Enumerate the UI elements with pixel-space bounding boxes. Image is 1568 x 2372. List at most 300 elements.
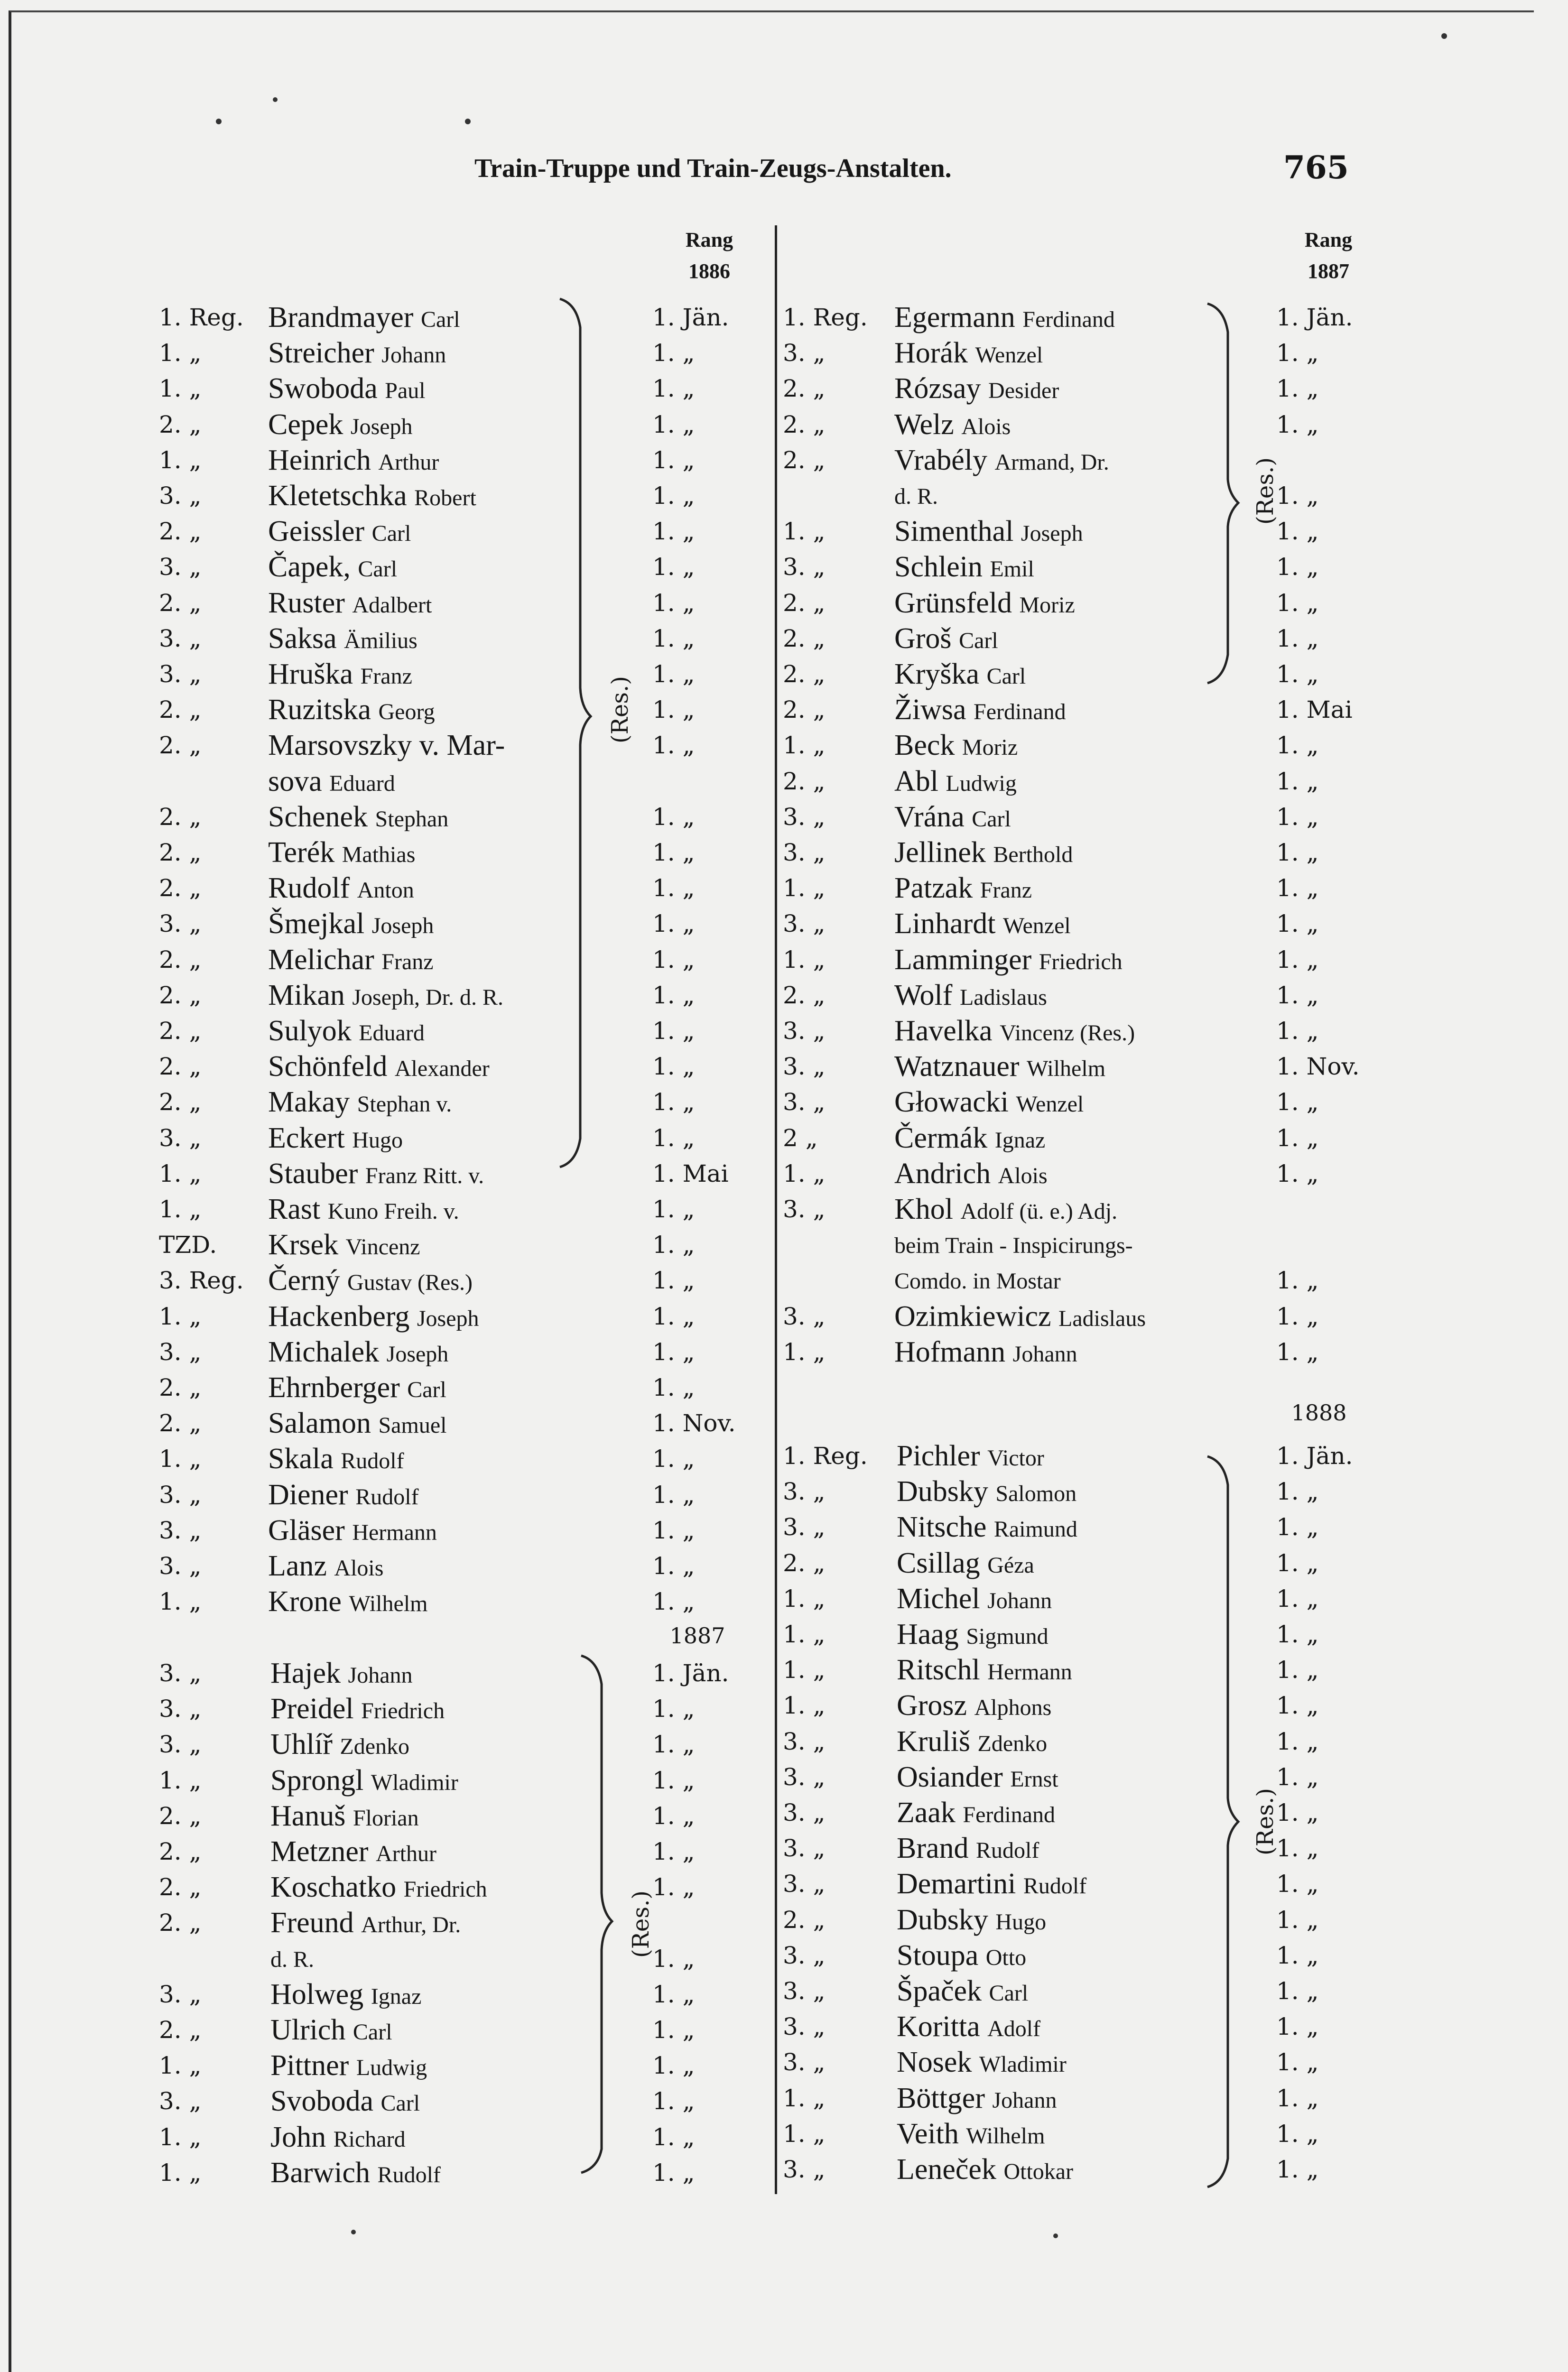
rank-date: 1. „ [652,1731,695,1759]
regiment-number: 3. „ [783,2013,826,2041]
year-label-right-1888: 1888 [1291,1400,1347,1426]
surname: Wolf [894,979,953,1011]
surname: Metzner [270,1835,369,1868]
rank-date: 1. „ [652,981,695,1009]
officer-name [894,514,1083,551]
regiment-number: 2. „ [159,1053,202,1081]
surname: Kruliš [897,1725,970,1758]
rank-date: 1. „ [652,518,695,546]
surname: Salamon [268,1407,371,1440]
surname: Rudolf [268,872,350,905]
given-name: Adolf [987,2016,1041,2042]
rank-date: 1. „ [652,1302,695,1330]
rank-date: 1. „ [1276,518,1319,546]
surname: Jellinek [894,836,986,869]
list-item [0,1688,1319,1723]
rank-date: 1. „ [1276,2156,1319,2183]
regiment-number: 2. „ [159,1374,202,1401]
print-speck [1053,2233,1058,2238]
surname: Barwich [270,2156,371,2189]
officer-name [894,371,1059,408]
list-item [0,799,1319,835]
surname: Michalek [268,1335,380,1368]
given-name: Wladimir [371,1770,458,1795]
list-item [0,514,1319,549]
rank-date: 1. Jän. [652,1659,729,1687]
surname: Melichar [268,943,374,976]
officer-name [268,1370,446,1408]
given-name: Mathias [342,842,416,867]
officer-name [894,1299,1146,1336]
rank-date: 1. „ [1276,1870,1319,1898]
rank-date: 1. „ [1276,2120,1319,2148]
list-item [0,443,1109,478]
regiment-number: 1. „ [159,339,202,367]
list-item [0,1617,1319,1652]
rank-date: 1. „ [652,1053,695,1081]
rank-date: 1. „ [1276,1941,1319,1969]
rank-date: 1. „ [652,589,695,617]
regiment-number: 2. „ [783,446,826,474]
regiment-number: 1. „ [783,1656,826,1684]
officer-name [897,1938,1026,1975]
regiment-number: 1. „ [159,2159,202,2187]
given-name: Ludwig [946,770,1017,796]
given-name: Adalbert [352,592,432,618]
given-name: Rudolf [341,1448,404,1474]
regiment-number: 2. „ [783,1906,826,1934]
regiment-number: 3. „ [783,1941,826,1969]
regiment-number: 2. „ [783,624,826,652]
rank-date: 1. „ [652,624,695,652]
given-name: Ämilius [344,628,418,653]
rank-date: 1. „ [652,2123,695,2151]
surname: Ulrich [270,2014,346,2046]
regiment-number: 1. „ [159,375,202,403]
surname: Rózsay [894,372,981,405]
surname: Schönfeld [268,1050,388,1083]
regiment-number: 2. „ [159,2016,202,2044]
rank-date: 1. „ [1276,339,1319,367]
officer-name [897,1831,1039,1868]
regiment-number: 3. „ [783,553,826,581]
given-name: Stephan [375,806,449,832]
list-item [0,1121,1319,1156]
list-item [0,1974,1319,2009]
given-name: Ladislaus [959,984,1047,1010]
surname: Khol [894,1193,953,1225]
given-name: Carl [420,307,460,332]
surname: Hanuš [270,1799,346,1832]
surname: Demartini [897,1868,1016,1900]
officer-name [894,300,1115,337]
officer-name [894,942,1123,980]
rank-date: 1. „ [1276,1124,1319,1152]
given-name: d. R. [894,484,938,509]
rank-date: 1. „ [652,339,695,367]
rank-date: 1. „ [652,803,695,831]
regiment-number: 3. „ [783,1977,826,2005]
given-name: Ferdinand [963,1802,1056,1827]
rank-date: 1. „ [652,482,695,510]
surname: Schlein [894,551,983,584]
given-name: d. R. [270,1946,315,1972]
officer-name [894,335,1043,373]
surname: Veith [897,2117,959,2150]
rank-date: 1. „ [652,1124,695,1152]
officer-name [897,2009,1040,2047]
surname: Koritta [897,2011,980,2043]
given-name: Vincenz [345,1234,420,1260]
surname: Hofmann [894,1335,1006,1368]
rank-date: 1. „ [1276,2048,1319,2076]
regiment-number: 3. „ [783,803,826,831]
reserve-label-right-1888: (Res.) [1252,1788,1279,1855]
print-speck [1441,33,1447,39]
surname: Černý [268,1264,340,1297]
given-name: Ernst [1010,1766,1058,1792]
officer-name [894,1334,1077,1372]
officer-name [897,1438,1044,1476]
surname: Šmejkal [268,908,365,940]
year-label-right-1887: 1887 [1308,259,1349,283]
surname: Egermann [894,301,1015,334]
given-name: Moriz [962,735,1018,760]
regiment-number: 3. „ [159,482,202,510]
given-name: Rudolf [355,1484,419,1510]
regiment-number: 2. „ [159,410,202,438]
regiment-number: 3. „ [783,339,826,367]
regiment-number: 3. „ [159,1731,202,1759]
rank-date: 1. „ [652,1231,695,1259]
rank-date: 1. „ [652,1481,695,1509]
rank-date: 1. „ [1276,767,1319,795]
surname: Marsovszky v. Mar- [268,729,505,762]
regiment-number: TZD. [159,1231,217,1259]
regiment-number: 1. „ [159,2052,202,2080]
surname: Hruška [268,658,353,690]
surname: Simenthal [894,515,1014,548]
given-name: Armand, Dr. [994,449,1109,475]
list-item [0,1831,1319,1866]
regiment-number: 2. „ [783,1549,826,1577]
given-name: Comdo. in Mostar [894,1269,1061,1294]
officer-name [897,1546,1034,1583]
officer-name [897,1724,1047,1761]
regiment-number: 1. „ [783,1692,826,1720]
surname: Sprongl [270,1764,364,1797]
rank-date: 1. „ [1276,945,1319,973]
officer-name [894,1263,1061,1299]
surname: Pichler [897,1440,980,1472]
list-item [0,657,1319,692]
regiment-number: 1. „ [159,1159,202,1187]
regiment-number: 3. „ [783,1302,826,1330]
officer-name [897,1652,1072,1690]
list-item [0,1013,1319,1049]
rank-date: 1. „ [1276,482,1319,510]
list-item [0,1406,759,1441]
officer-name [894,407,1011,445]
regiment-number: 3. „ [159,1659,202,1687]
given-name: Ferdinand [1022,307,1115,332]
list-item [0,1192,1118,1227]
surname: Preidel [270,1693,354,1725]
rang-label-right: Rang [1304,228,1353,251]
surname: Saksa [268,622,337,655]
surname: Holweg [270,1978,364,2011]
surname: Haag [897,1618,959,1650]
surname: Heinrich [268,444,371,476]
regiment-number: 3. „ [783,1088,826,1116]
list-item [0,1334,1319,1370]
given-name: Alphons [974,1695,1052,1721]
rank-date: 1. „ [652,2016,695,2044]
year-label-left-1886: 1886 [688,259,730,283]
regiment-number: 3. „ [783,2048,826,2076]
regiment-number: 2. „ [159,839,202,866]
rank-date: 1. „ [1276,1621,1319,1648]
regiment-number: 1. „ [159,1588,202,1616]
given-name: Arthur, Dr. [361,1912,461,1938]
rank-date: 1. „ [652,1267,695,1295]
list-item [0,1049,1360,1084]
list-item [0,2009,1319,2045]
surname: Čapek, [268,551,351,584]
rank-date: 1. „ [652,2087,695,2115]
surname: Cepek [268,408,343,441]
surname: Stoupa [897,1939,979,1972]
given-name: Johann [381,343,446,368]
given-name: Franz Ritt. v. [365,1163,484,1188]
surname: Stauber [268,1157,358,1190]
list-item [0,407,1319,443]
regiment-number: 1. „ [783,1621,826,1648]
list-item [0,942,1319,978]
rank-date: 1. „ [1276,1656,1319,1684]
given-name: Carl [358,556,398,582]
surname: Krone [268,1585,342,1618]
surname: Hajek [270,1657,341,1689]
surname: Hackenberg [268,1300,410,1333]
rank-date: 1. „ [1276,1799,1319,1826]
surname: Grünsfeld [894,586,1012,619]
surname: Zaak [897,1797,956,1829]
rank-date: 1. „ [652,874,695,902]
rank-date: 1. „ [1276,1017,1319,1045]
given-name: Hermann [987,1659,1072,1685]
surname: Svoboda [270,2085,373,2118]
regiment-number: 2. „ [159,1409,202,1437]
rank-date: 1. „ [652,1516,695,1544]
regiment-number: 1. „ [159,2123,202,2151]
regiment-number: 3. „ [783,2156,826,2183]
regiment-number: 3. „ [159,1695,202,1723]
regiment-number: 3. „ [159,1124,202,1152]
given-name: Carl [371,521,411,547]
regiment-number: 3. „ [783,910,826,938]
regiment-number: 1. „ [783,1338,826,1366]
rank-date: 1. „ [1276,1088,1319,1116]
given-name: Johann [992,2087,1057,2113]
regiment-number: 3. „ [783,1799,826,1826]
rank-date: 1. „ [1276,1977,1319,2005]
surname: Leneček [897,2153,996,2186]
regiment-number: 3. „ [159,1481,202,1509]
officer-name [897,2116,1045,2154]
rank-date: 1. „ [652,732,695,760]
regiment-number: 3. „ [159,910,202,938]
rank-date: 1. „ [1276,1549,1319,1577]
surname: Eckert [268,1121,345,1154]
rank-date: 1. „ [1276,410,1319,438]
officer-name [894,728,1018,765]
officer-name [897,2152,1073,2189]
given-name: Desider [988,378,1059,404]
given-name: Vincenz (Res.) [1000,1020,1135,1046]
officer-name [897,1510,1077,1547]
officer-name [894,585,1075,623]
rank-date: 1. „ [652,553,695,581]
surname: Grosz [897,1689,967,1722]
regiment-number: 2. „ [159,874,202,902]
given-name: Anton [357,878,414,903]
surname: Havelka [894,1015,993,1047]
given-name: Joseph [371,913,434,939]
rank-date: 1. „ [1276,1513,1319,1541]
officer-name [894,764,1017,801]
regiment-number: 2. „ [159,945,202,973]
regiment-number: 2. „ [783,375,826,403]
surname: Patzak [894,872,973,905]
officer-name [894,1192,1117,1229]
regiment-number: 2. „ [783,767,826,795]
regiment-number: 1. „ [783,2084,826,2112]
list-item [0,1299,1319,1334]
officer-name [894,871,1032,908]
list-item [0,1760,1319,1795]
officer-name [894,1227,1133,1263]
given-name: Ignaz [994,1127,1046,1153]
officer-name [894,478,938,514]
given-name: Raimund [993,1517,1077,1542]
given-name: Wilhelm [349,1591,428,1617]
surname: Nosek [897,2046,972,2079]
rank-date: 1. „ [1276,1835,1319,1862]
surname: Ruster [268,586,345,619]
rank-date: 1. „ [652,696,695,724]
given-name: Joseph [350,414,413,439]
list-item [0,978,1319,1013]
surname: Abl [894,765,938,797]
officer-name [894,1156,1048,1194]
list-item [0,764,1319,799]
list-item [0,1227,1133,1263]
list-item [0,1084,1319,1120]
regiment-number: 2. „ [159,1088,202,1116]
officer-name [894,1121,1045,1158]
rank-date: 1. „ [652,1838,695,1865]
rank-date: 1. „ [652,1195,695,1223]
reserve-label-right-1887: (Res.) [1252,457,1279,525]
regiment-number: 1. „ [159,1445,202,1473]
reserve-label-left-1887: (Res.) [627,1890,654,1958]
print-speck [273,97,278,102]
given-name: Carl [380,2091,420,2116]
regiment-number: 3. „ [783,1195,826,1223]
rank-date: 1. „ [652,1552,695,1580]
rank-date: 1. „ [652,2052,695,2080]
list-item [0,2045,1319,2080]
given-name: Wenzel [975,343,1043,368]
given-name: Hugo [995,1909,1047,1935]
surname: Groš [894,622,952,655]
page-number: 765 [1283,149,1349,186]
surname: Kryška [894,658,980,690]
print-speck [465,119,471,124]
regiment-number: 2. „ [159,1873,202,1901]
given-name: Johann [987,1588,1052,1613]
given-name: Carl [989,1981,1029,2006]
rank-date: 1. „ [652,1766,695,1794]
regiment-number: 1. Reg. [783,304,868,331]
given-name: Stephan v. [357,1092,452,1117]
list-item [0,871,1319,906]
given-name: Sigmund [966,1624,1048,1649]
regiment-number: 1. „ [783,874,826,902]
regiment-number: 2. „ [783,589,826,617]
regiment-number: 2. „ [159,696,202,724]
surname: Uhlíř [270,1728,333,1761]
rank-date: 1. „ [652,1338,695,1366]
given-name: Carl [407,1377,446,1402]
year-label-left-1887: 1887 [669,1623,725,1649]
surname: Vrabély [894,444,987,476]
rank-date: 1. „ [1276,2084,1319,2112]
officer-name [894,549,1034,587]
reserve-label-left-1886: (Res.) [606,676,633,743]
given-name: Alois [998,1163,1048,1188]
surname: Skala [268,1443,334,1475]
surname: Watznauer [894,1050,1020,1083]
regiment-number: 2. „ [159,518,202,546]
officer-name [897,1902,1046,1940]
rank-date: 1. „ [652,1017,695,1045]
surname: Krsek [268,1229,339,1261]
rank-date: 1. „ [1276,660,1319,688]
regiment-number: 3. „ [159,1980,202,2008]
rank-date: 1. „ [652,1945,695,1973]
surname: Mikan [268,979,345,1011]
regiment-number: 2. „ [159,1838,202,1865]
given-name: Moriz [1019,592,1075,618]
list-item [0,371,1319,407]
list-item [0,1156,1319,1192]
regiment-number: 2. „ [783,660,826,688]
rank-date: 1. Nov. [1276,1053,1360,1081]
surname: Beck [894,729,955,762]
rank-date: 1. „ [652,660,695,688]
regiment-number: 3. „ [783,839,826,866]
rank-date: 1. „ [652,1873,695,1901]
given-name: Emil [990,556,1034,582]
given-name: Gustav (Res.) [347,1270,473,1296]
officer-name [897,1617,1048,1654]
rank-date: 1. „ [652,1588,695,1616]
regiment-number: 2. „ [159,732,202,760]
rank-date: 1. „ [1276,2013,1319,2041]
surname: Ritschl [897,1654,980,1686]
